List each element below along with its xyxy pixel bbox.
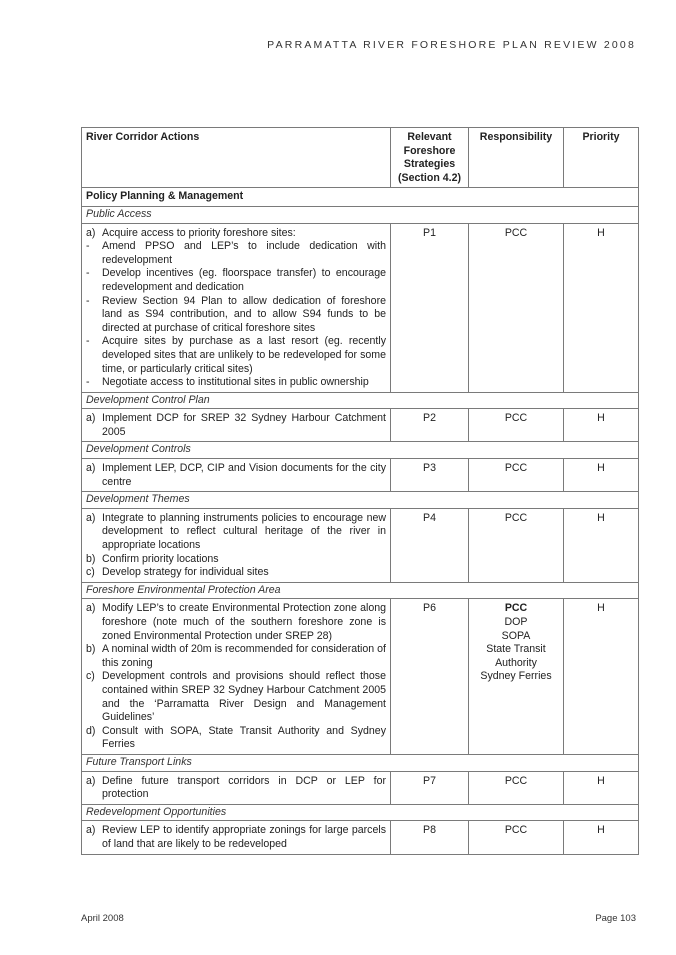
strategy-cell: P8 bbox=[391, 821, 469, 854]
action-list bbox=[86, 227, 386, 390]
action-item-marker: - bbox=[86, 240, 90, 253]
subsection-title: Public Access bbox=[82, 206, 639, 223]
action-item-text: Integrate to planning instruments policies to encourage new development to reflect cultural heritage of the river in appropriate locations bbox=[102, 511, 386, 552]
header-responsibility: Responsibility bbox=[469, 128, 564, 188]
action-item-text: Amend PPSO and LEP’s to include dedication with redevelopment bbox=[102, 240, 386, 266]
action-row bbox=[82, 223, 639, 392]
action-item bbox=[86, 335, 386, 376]
responsibility-cell bbox=[469, 599, 564, 755]
actions-cell bbox=[82, 771, 391, 804]
action-item-text: Acquire access to priority foreshore sites: bbox=[102, 226, 296, 239]
action-row bbox=[82, 821, 639, 854]
action-item-marker: - bbox=[86, 376, 90, 389]
responsibility-cell bbox=[469, 771, 564, 804]
subsection-row bbox=[82, 754, 639, 771]
action-item-marker: b) bbox=[86, 552, 96, 565]
action-item bbox=[86, 670, 386, 724]
action-row bbox=[82, 409, 639, 442]
priority-cell: H bbox=[564, 409, 639, 442]
responsibility-entry: Sydney Ferries bbox=[480, 670, 552, 683]
action-item bbox=[86, 725, 386, 752]
action-item-text: Implement LEP, DCP, CIP and Vision documents for the city centre bbox=[102, 462, 386, 488]
action-item bbox=[86, 775, 386, 802]
responsibility-entry: DOP bbox=[504, 616, 528, 628]
responsibility-entry: State Transit bbox=[486, 643, 546, 656]
action-item bbox=[86, 512, 386, 553]
action-item-text: Modify LEP’s to create Environmental Protection zone along foreshore (note much of the southern foreshore zone is zoned Environmental Protection under SREP 28) bbox=[102, 602, 386, 642]
action-list bbox=[86, 775, 386, 802]
responsibility-entry: PCC bbox=[504, 602, 528, 615]
action-item-text: Development controls and provisions should reflect those contained within SREP 32 Sydney Harbour Catchment 2005 and the ‘Parramatta River Design and Management Guidelines’ bbox=[102, 670, 386, 724]
section-row bbox=[82, 188, 639, 207]
responsibility-entry: PCC bbox=[504, 774, 528, 787]
subsection-title: Development Control Plan bbox=[82, 392, 639, 409]
responsibility-cell bbox=[469, 821, 564, 854]
action-item bbox=[86, 553, 386, 567]
action-item bbox=[86, 824, 386, 851]
action-item-text: Define future transport corridors in DCP or LEP for protection bbox=[102, 774, 386, 801]
action-list bbox=[86, 602, 386, 752]
running-head: PARRAMATTA RIVER FORESHORE PLAN REVIEW 2008 bbox=[267, 39, 636, 51]
responsibility-cell bbox=[469, 409, 564, 442]
actions-cell bbox=[82, 459, 391, 492]
action-item-text: A nominal width of 20m is recommended for consideration of this zoning bbox=[102, 643, 386, 669]
strategy-cell: P1 bbox=[391, 223, 469, 392]
action-item bbox=[86, 566, 386, 580]
priority-cell: H bbox=[564, 599, 639, 755]
responsibility-entry: SOPA bbox=[501, 629, 531, 642]
header-strategies-line: Foreshore bbox=[403, 144, 456, 157]
action-item-marker: b) bbox=[86, 643, 96, 656]
actions-cell bbox=[82, 508, 391, 582]
action-item-text: Negotiate access to institutional sites in public ownership bbox=[102, 376, 369, 389]
action-row bbox=[82, 508, 639, 582]
actions-cell bbox=[82, 821, 391, 854]
action-item bbox=[86, 412, 386, 439]
actions-cell bbox=[82, 599, 391, 755]
action-item-marker: - bbox=[86, 294, 90, 307]
action-item-marker: c) bbox=[86, 566, 95, 579]
action-item-marker: a) bbox=[86, 462, 96, 475]
action-item-marker: - bbox=[86, 335, 90, 348]
action-item-marker: d) bbox=[86, 724, 96, 737]
action-item-marker: - bbox=[86, 267, 90, 280]
priority-cell: H bbox=[564, 771, 639, 804]
action-row bbox=[82, 459, 639, 492]
table-body bbox=[82, 188, 639, 854]
header-row bbox=[82, 128, 639, 188]
header-strategies-line: (Section 4.2) bbox=[398, 171, 461, 184]
action-item-marker: a) bbox=[86, 602, 96, 615]
strategy-cell: P6 bbox=[391, 599, 469, 755]
subsection-title: Development Themes bbox=[82, 492, 639, 509]
responsibility-entry: Authority bbox=[495, 656, 537, 669]
priority-cell: H bbox=[564, 821, 639, 854]
responsibility-entry: PCC bbox=[504, 226, 528, 239]
subsection-row bbox=[82, 206, 639, 223]
strategy-cell: P3 bbox=[391, 459, 469, 492]
action-item-marker: a) bbox=[86, 774, 96, 787]
footer-date: April 2008 bbox=[81, 913, 124, 924]
actions-cell bbox=[82, 223, 391, 392]
responsibility-entry: PCC bbox=[504, 412, 528, 425]
action-item-text: Review LEP to identify appropriate zonings for large parcels of land that are likely to be redeveloped bbox=[102, 824, 386, 850]
action-item bbox=[86, 602, 386, 643]
action-item-marker: a) bbox=[86, 824, 96, 837]
responsibility-entry: PCC bbox=[504, 462, 528, 475]
action-item bbox=[86, 295, 386, 336]
action-item-text: Confirm priority locations bbox=[102, 552, 219, 565]
action-list bbox=[86, 824, 386, 851]
strategy-cell: P4 bbox=[391, 508, 469, 582]
header-strategies-line: Strategies bbox=[403, 158, 456, 171]
action-item-text: Develop strategy for individual sites bbox=[102, 566, 269, 579]
footer-page-number: Page 103 bbox=[595, 913, 636, 924]
action-item-text: Review Section 94 Plan to allow dedication of foreshore land as S94 contribution, and to allow S94 funds to be directed at purchase of critical foreshore sites bbox=[102, 294, 386, 334]
subsection-row bbox=[82, 804, 639, 821]
action-row bbox=[82, 771, 639, 804]
responsibility-cell bbox=[469, 508, 564, 582]
subsection-row bbox=[82, 582, 639, 599]
action-item-text: Develop incentives (eg. floorspace transfer) to encourage redevelopment and dedication bbox=[102, 267, 386, 293]
action-list bbox=[86, 512, 386, 580]
subsection-row bbox=[82, 492, 639, 509]
responsibility-entry: PCC bbox=[504, 824, 528, 837]
strategy-cell: P2 bbox=[391, 409, 469, 442]
strategy-cell: P7 bbox=[391, 771, 469, 804]
subsection-title: Future Transport Links bbox=[82, 754, 639, 771]
action-row bbox=[82, 599, 639, 755]
action-item bbox=[86, 462, 386, 489]
header-strategies bbox=[391, 128, 469, 188]
priority-cell: H bbox=[564, 223, 639, 392]
action-item-marker: a) bbox=[86, 511, 96, 524]
subsection-title: Development Controls bbox=[82, 442, 639, 459]
responsibility-entry: PCC bbox=[504, 511, 528, 524]
responsibility-cell bbox=[469, 223, 564, 392]
action-item bbox=[86, 240, 386, 267]
section-title: Policy Planning & Management bbox=[82, 188, 639, 207]
action-item bbox=[86, 643, 386, 670]
priority-cell: H bbox=[564, 508, 639, 582]
action-item-marker: c) bbox=[86, 670, 95, 683]
action-item-marker: a) bbox=[86, 226, 96, 239]
action-item bbox=[86, 227, 386, 241]
responsibility-cell bbox=[469, 459, 564, 492]
priority-cell: H bbox=[564, 459, 639, 492]
action-item bbox=[86, 376, 386, 390]
action-item-text: Implement DCP for SREP 32 Sydney Harbour Catchment 2005 bbox=[102, 412, 386, 438]
action-item-marker: a) bbox=[86, 412, 96, 425]
action-list bbox=[86, 462, 386, 489]
subsection-title: Redevelopment Opportunities bbox=[82, 804, 639, 821]
action-item-text: Consult with SOPA, State Transit Authority and Sydney Ferries bbox=[102, 724, 386, 751]
actions-cell bbox=[82, 409, 391, 442]
header-priority: Priority bbox=[564, 128, 639, 188]
actions-table bbox=[81, 127, 639, 855]
action-item bbox=[86, 267, 386, 294]
subsection-row bbox=[82, 442, 639, 459]
header-strategies-line: Relevant bbox=[407, 131, 452, 143]
action-list bbox=[86, 412, 386, 439]
action-item-text: Acquire sites by purchase as a last resort (eg. recently developed sites that are unlikely to be redeveloped for some time, or particularly critical sites) bbox=[102, 335, 386, 375]
subsection-row bbox=[82, 392, 639, 409]
header-actions: River Corridor Actions bbox=[82, 128, 391, 188]
subsection-title: Foreshore Environmental Protection Area bbox=[82, 582, 639, 599]
